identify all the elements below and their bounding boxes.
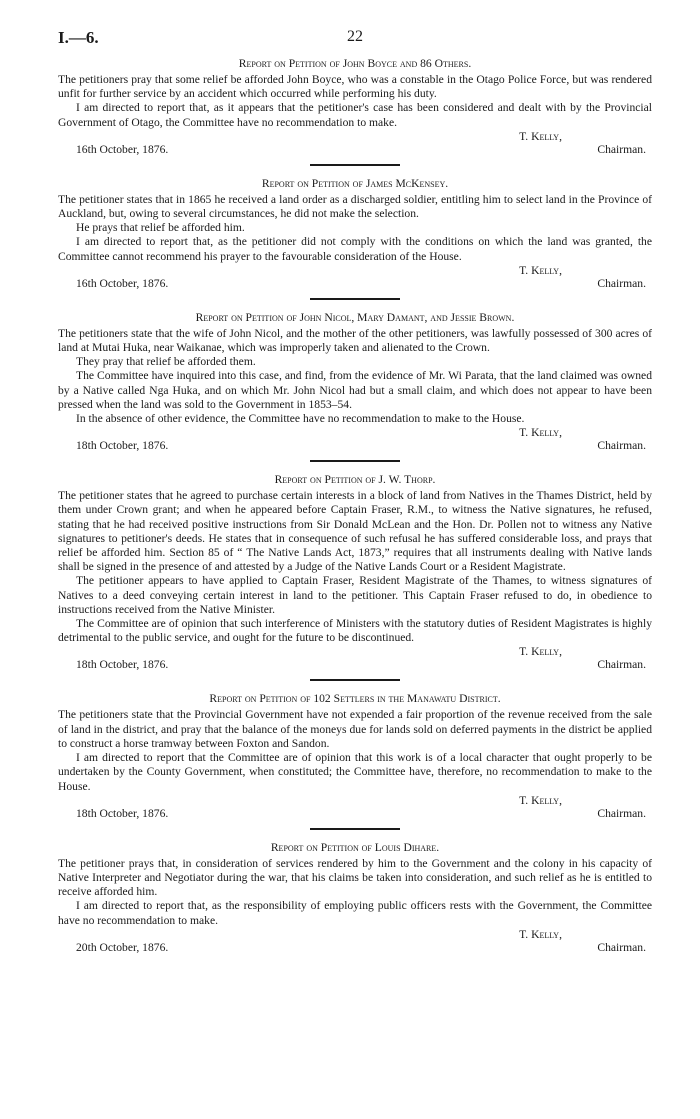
report-title-prefix: Report on Petition of — [261, 176, 363, 190]
report-title-names: John Boyce and 86 Others. — [342, 57, 472, 70]
report-paragraph: The petitioners state that the wife of John Nicol, and the mother of the other petitioners, was lawfully possessed of 300 acres of land at Mutai Huka, near Waikanae, which was improperly taken and alienated to the Crown. — [58, 326, 652, 355]
report-title-names: James McKensey. — [365, 176, 449, 190]
report-title-prefix: Report on Petition of — [195, 310, 297, 324]
report-paragraph: The Committee have inquired into this case, and find, from the evidence of Mr. Wi Parata, that the land claimed was owned by a Native called Nga Huka, and on which Mr. John Nicol had but a small claim, and which does not appear to have been pressed when the land was sold to the Government in 1853–54. — [58, 369, 652, 411]
report-paragraph: The petitioners state that the Provincial Government have not expended a fair proportion of the revenue received from the sale of land in the district, and pray that the balance of the moneys due for lands sold on deferred payments in the district be applied to construct a horse tramway between Foxton and Sandon. — [58, 708, 652, 750]
report-title-names: J. W. Thorp. — [378, 473, 436, 487]
report-paragraph: The petitioner states that he agreed to purchase certain interests in a block of land from Natives in the Thames District, held by them under Crown grant; and when he appeared before Captain Fraser, R.M., to witness the Native signatures, he refused, stating that he had received positive instructions from Sir Donald McLean and the Hon. Dr. Pollen not to witness any Native signatures to petitioner's deeds. He states that in consequence of such refusal he has suffered considerable loss, and prays that relief be afforded him. Section 85 of “ The Native Lands Act, 1873,” requires that all instruments dealing with Native lands shall be signed in the presence of and attested by a Judge of the Native Lands Court or a Resident Magistrate. — [58, 489, 652, 574]
report-title-prefix: Report on Petition of — [238, 57, 340, 70]
signature-block — [58, 928, 652, 956]
petition-report — [58, 691, 652, 829]
report-paragraph: The petitioner states that in 1865 he received a land order as a discharged soldier, entitling him to select land in the Province of Auckland, but, owing to several circumstances, he did not make the selection. — [58, 192, 652, 221]
report-date: 18th October, 1876. — [76, 806, 169, 820]
petition-report — [58, 310, 652, 462]
report-paragraph: I am directed to report that the Committee are of opinion that this work is of a local character that ought properly to be undertaken by the County Government, when constituted; the Committee have, therefore, no recommendation to make to the House. — [58, 751, 652, 793]
signer-role: Chairman. — [597, 142, 646, 156]
petition-report — [58, 56, 652, 166]
report-paragraph: In the absence of other evidence, the Committee have no recommendation to make to the House. — [76, 412, 525, 426]
report-title-names: Louis Dihare. — [374, 840, 440, 854]
petition-report — [58, 840, 652, 956]
report-paragraph: They pray that relief be afforded them. — [76, 355, 256, 369]
report-title-prefix: Report on Petition of 102 — [209, 692, 331, 706]
report-date: 18th October, 1876. — [76, 439, 169, 453]
petition-report — [58, 176, 652, 300]
signer-name: T. Kelly, — [519, 645, 562, 659]
report-title — [58, 176, 652, 191]
signer-name: T. Kelly, — [519, 129, 562, 143]
section-divider — [310, 164, 400, 166]
report-date: 18th October, 1876. — [76, 658, 169, 672]
signer-role: Chairman. — [597, 276, 646, 290]
report-title — [58, 840, 652, 855]
signature-block — [58, 130, 652, 158]
signature-block — [58, 645, 652, 673]
report-paragraph: I am directed to report that, as the responsibility of employing public officers rests with the Government, the Committee have no recommendation to make. — [58, 899, 652, 927]
signer-role: Chairman. — [597, 439, 646, 453]
signer-role: Chairman. — [597, 806, 646, 820]
signature-block — [58, 264, 652, 292]
petition-report — [58, 472, 652, 681]
report-title-prefix: Report on Petition of — [270, 840, 372, 854]
report-paragraph: The petitioner appears to have applied to Captain Fraser, Resident Magistrate of the Thames, to witness signatures of Natives to a deed conveying certain interest in land to the petitioner. This Captain Fraser refused to do, in obedience to instructions received from the Native Minister. — [58, 574, 652, 616]
report-date: 16th October, 1876. — [76, 142, 169, 156]
report-paragraph: I am directed to report that, as it appears that the petitioner's case has been considered and dealt with by the Provincial Government of Otago, the Committee have no recommendation to make. — [58, 101, 652, 129]
report-paragraph: I am directed to report that, as the petitioner did not comply with the conditions on which the land was granted, the Committee cannot recommend his prayer to the favourable consideration of the House. — [58, 235, 652, 263]
report-paragraph: The petitioner prays that, in consideration of services rendered by him to the Government and the colony in his capacity of Native Interpreter and Negotiator during the war, that his claims be taken into consideration, and such relief as he is entitled to receive afforded him. — [58, 856, 652, 899]
page-header — [58, 20, 652, 46]
report-title-names: John Nicol, Mary Damant, and Jessie Brown. — [299, 310, 515, 324]
report-title-names: Settlers in the Manawatu District. — [333, 692, 501, 706]
report-title — [58, 56, 652, 71]
report-title-prefix: Report on Petition of — [274, 473, 376, 487]
reports-container — [58, 56, 652, 956]
signer-name: T. Kelly, — [519, 263, 562, 277]
signer-role: Chairman. — [597, 940, 646, 954]
signature-block — [58, 426, 652, 454]
report-paragraph: He prays that relief be afforded him. — [76, 221, 245, 235]
section-divider — [310, 460, 400, 462]
report-paragraph: The petitioners pray that some relief be afforded John Boyce, who was a constable in the Otago Police Force, but was rendered unfit for further service by an accident which occurred while performing his duty. — [58, 73, 652, 101]
report-title — [58, 310, 652, 325]
signer-name: T. Kelly, — [519, 793, 562, 807]
signer-name: T. Kelly, — [519, 927, 562, 941]
page-number: 22 — [347, 28, 363, 45]
report-title — [58, 691, 652, 706]
section-divider — [310, 298, 400, 300]
report-date: 20th October, 1876. — [76, 940, 169, 954]
signer-name: T. Kelly, — [519, 426, 562, 440]
section-divider — [310, 828, 400, 830]
report-paragraph: The Committee are of opinion that such interference of Ministers with the statutory duties of Resident Magistrates is highly detrimental to the public service, and ought for the future to be discontinued. — [58, 617, 652, 645]
signature-block — [58, 794, 652, 822]
section-divider — [310, 679, 400, 681]
signer-role: Chairman. — [597, 658, 646, 672]
report-title — [58, 472, 652, 487]
report-date: 16th October, 1876. — [76, 276, 169, 290]
document-reference: I.—6. — [58, 28, 99, 47]
